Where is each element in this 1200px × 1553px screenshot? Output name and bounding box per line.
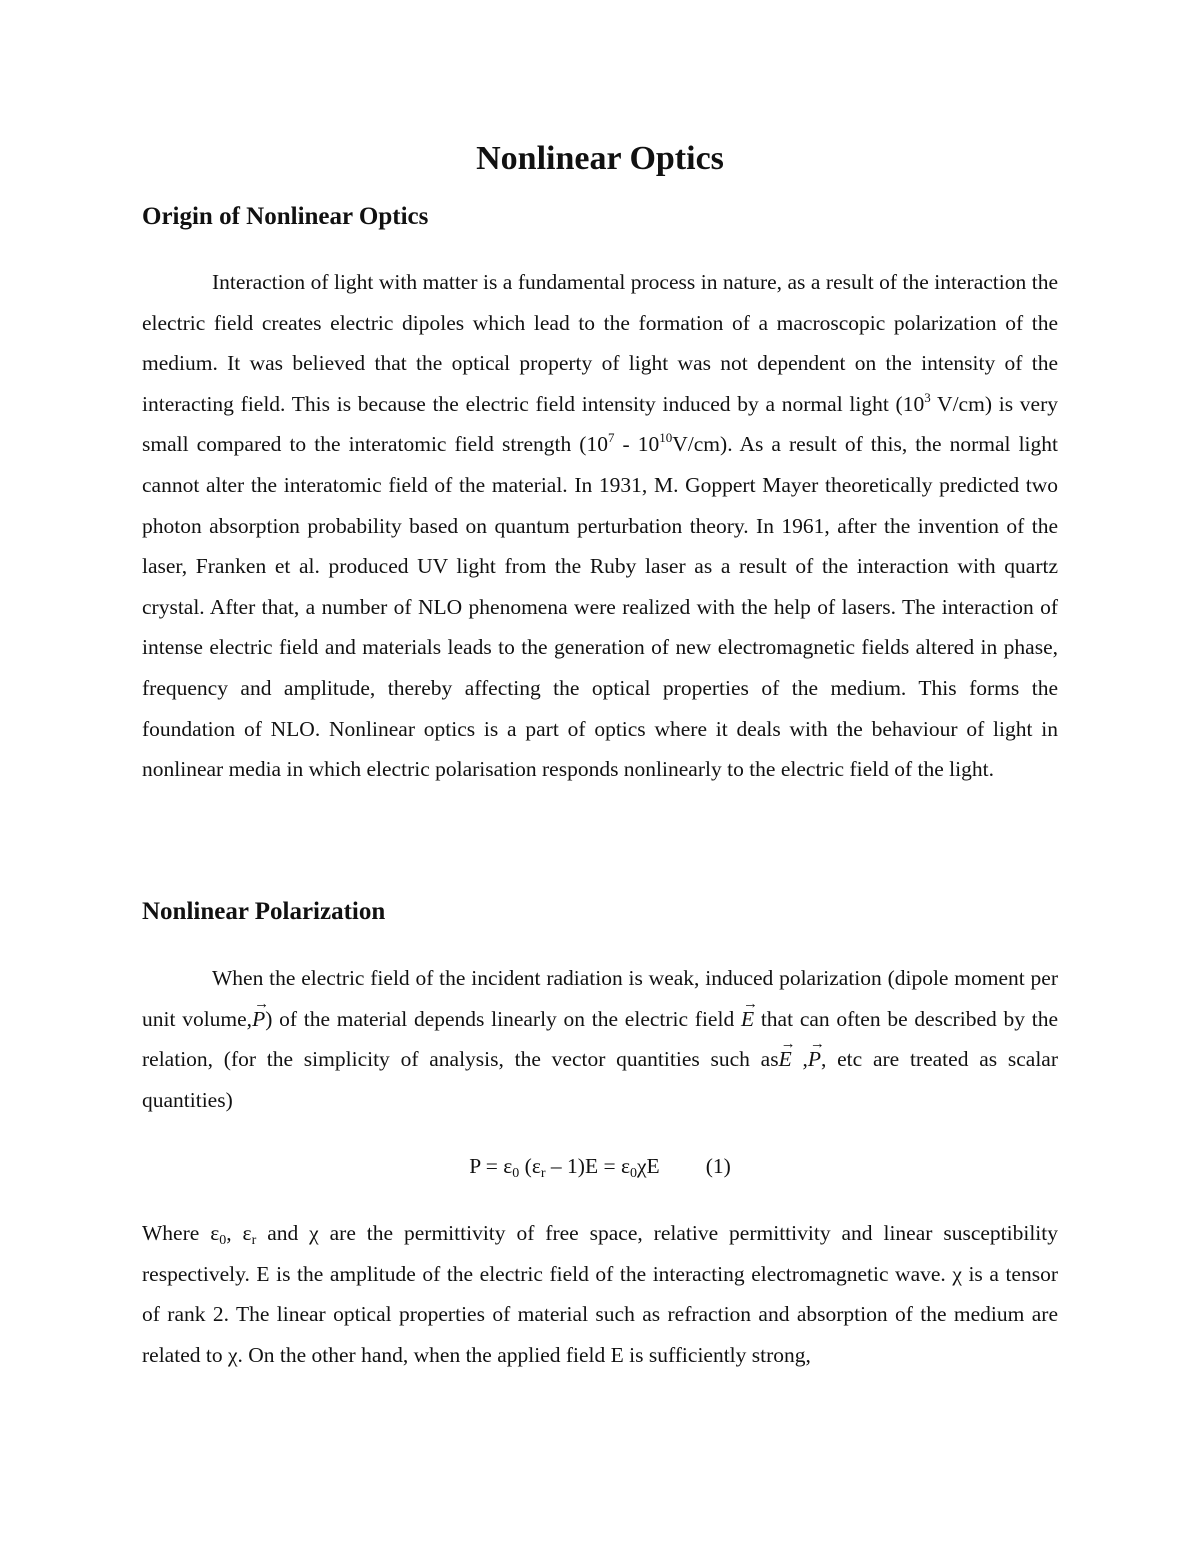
- paragraph-text: Interaction of light with matter is a fundamental process in nature, as a result of the interaction the electric field creates electric dipoles which lead to the formation of a macroscopic polarization of the medium. It was believed that the optical property of light was not dependent on the intensity of the interacting field. This is because the electric field intensity induced by a normal light (10: [142, 270, 1058, 416]
- equation-1: [0, 1154, 1200, 1179]
- paragraph-text: Where ε: [142, 1221, 220, 1245]
- vector-e: → E: [741, 999, 754, 1040]
- paragraph-text: ) of the material depends linearly on the electric field: [265, 1006, 741, 1031]
- vector-p: → P: [252, 999, 265, 1040]
- equation-part: χE: [637, 1154, 660, 1178]
- paragraph-text: , ε: [226, 1221, 252, 1245]
- superscript: 7: [607, 430, 615, 446]
- paragraph-origin: [142, 262, 1058, 790]
- subscript: r: [540, 1166, 546, 1181]
- superscript: 10: [659, 430, 673, 446]
- equation-part: – 1)E = ε: [545, 1154, 630, 1178]
- equation-number: (1): [705, 1154, 731, 1178]
- subscript: 0: [630, 1166, 637, 1181]
- equation-part: P = ε: [469, 1154, 513, 1178]
- superscript: 3: [924, 389, 931, 405]
- paragraph-text: - 10: [614, 432, 660, 457]
- paragraph-text: V/cm) is very small compared to the interatomic field strength (10: [142, 391, 1058, 457]
- subscript: 0: [219, 1233, 227, 1248]
- section-heading-origin: Origin of Nonlinear Optics: [142, 203, 429, 230]
- paragraph-where: [142, 1213, 1058, 1375]
- paragraph-text: When the electric field of the incident radiation is weak, induced polarization (dipole moment per unit volume,: [142, 966, 1058, 1031]
- paragraph-text: that can often be described by the relation, (for the simplicity of analysis, the vector quantities such as: [142, 1006, 1058, 1072]
- vector-p: → P: [808, 1039, 821, 1080]
- document-title: Nonlinear Optics: [476, 140, 724, 177]
- paragraph-text: V/cm). As a result of this, the normal light cannot alter the interatomic field of the material. In 1931, M. Goppert Mayer theoretically predicted two photon absorption probability based on quantum perturbation theory. In 1961, after the invention of the laser, Franken et al. produced UV light from the Ruby laser as a result of the interaction with quartz crystal. After that, a number of NLO phenomena were realized with the help of lasers. The interaction of intense electric field and materials leads to the generation of new electromagnetic fields altered in phase, frequency and amplitude, thereby affecting the optical properties of the medium. This forms the foundation of NLO. Nonlinear optics is a part of optics where it deals with the behaviour of light in nonlinear media in which electric polarisation responds nonlinearly to the electric field of the light.: [142, 432, 1058, 782]
- paragraph-text: , etc are treated as scalar quantities): [142, 1047, 1058, 1112]
- section-heading-polarization: Nonlinear Polarization: [142, 898, 386, 925]
- subscript: 0: [512, 1166, 520, 1181]
- equation-part: (ε: [519, 1154, 541, 1178]
- paragraph-text: and χ are the permittivity of free space, relative permittivity and linear susceptibility respectively. E is the amplitude of the electric field of the interacting electromagnetic wave. χ is a tensor of rank 2. The linear optical properties of material such as refraction and absorption of the medium are related to χ. On the other hand, when the applied field E is sufficiently strong,: [142, 1221, 1058, 1367]
- subscript: r: [251, 1233, 257, 1248]
- paragraph-polarization: [142, 958, 1058, 1120]
- vector-e: → E: [779, 1039, 792, 1080]
- paragraph-text: ,: [791, 1047, 808, 1072]
